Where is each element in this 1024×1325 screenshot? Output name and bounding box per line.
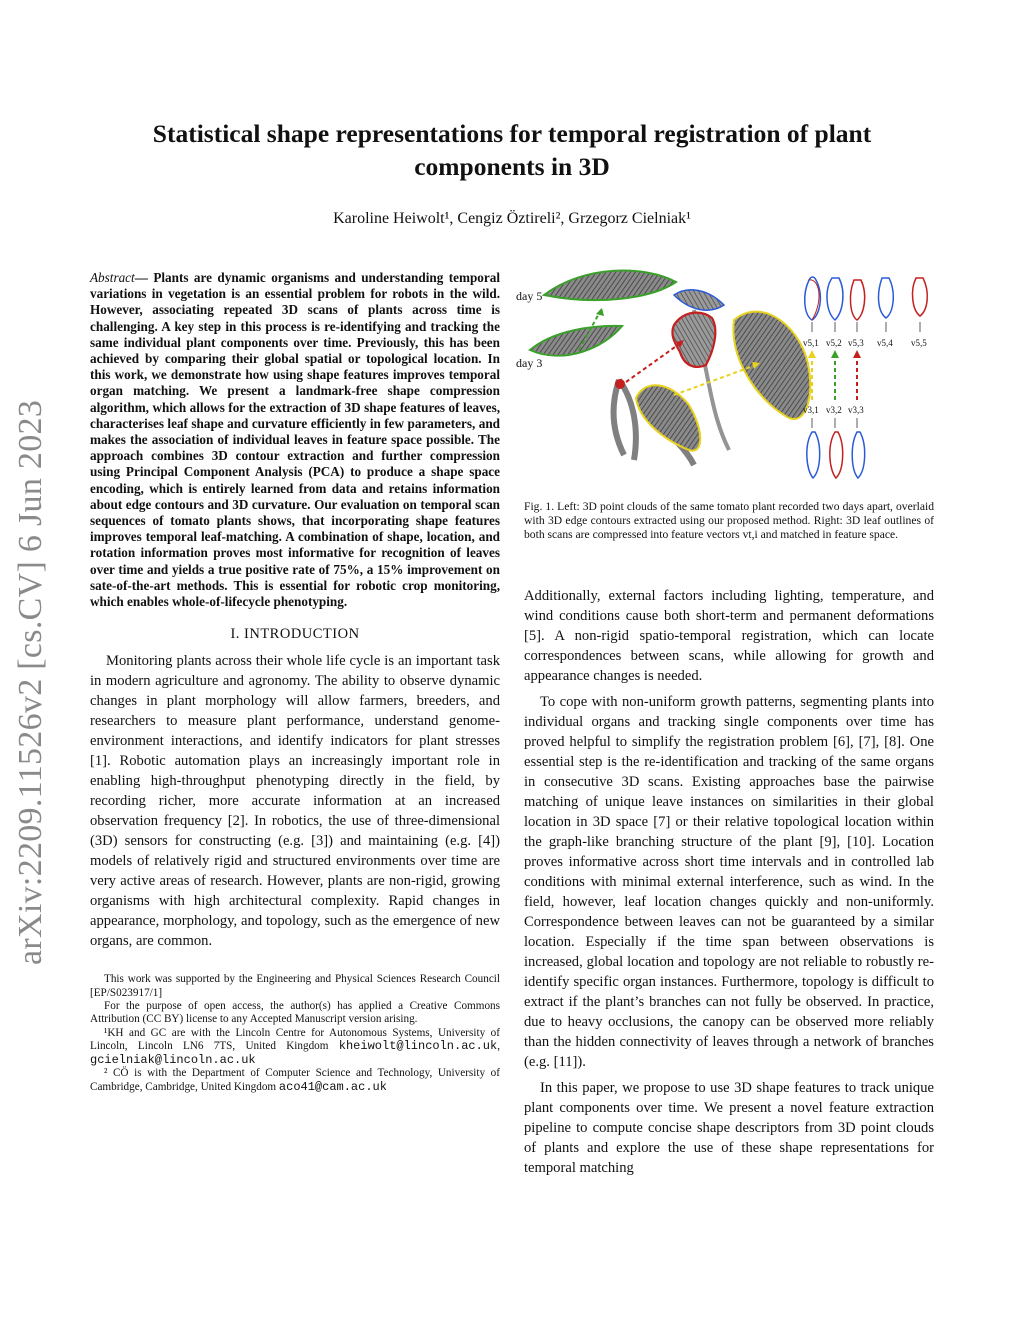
footnote-open-access: For the purpose of open access, the author(s) has applied a Creative Commons Attribution (CC BY) license to any Accepted Manuscript version arising. [90,1000,500,1026]
footnote-affiliation-cambridge-text: ² CÖ is with the Department of Computer Science and Technology, University of Cambridge, Cambridge, United Kingdom [90,1067,500,1093]
vector-labels-day3 [803,405,864,428]
right-column [516,270,934,1178]
arrow-green-head [596,308,604,316]
outline-v52 [827,278,843,320]
abstract-label: Abstract [90,270,135,285]
outline-row-day3 [807,432,865,478]
abstract-text: Plants are dynamic organisms and understanding temporal variations in vegetation is an essential problem for robots in the wild. However, associating repeated 3D scans of plants across time is challenging. A key step in this process is re-identifying and tracking the same individual plant components over time. Previously, this has been achieved by comparing their global spatial or topological location. In this work, we demonstrate how using shape features improves temporal organ matching. We present a landmark-free shape compression algorithm, which allows for the extraction of 3D shape features of leaves, characterises leaf shape and curvature efficiently in few parameters, and makes the association of individual leaves in feature space possible. The approach combines 3D contour extraction and further compression using Principal Component Analysis (PCA) to produce a shape space encoding, which is entirely learned from data and retains information about edge contours and 3D curvature. Our evaluation on temporal scan sequences of tomato plants shows, that incorporating shape features improves temporal leaf-matching. A combination of shape, location, and rotation information proves most informative for recognition of leaves over time and yields a true positive rate of 75%, a 15% improvement on sate-of-the-art methods. This is essential for robotic crop monitoring, which enables whole-of-lifecycle phenotyping. [90,270,500,610]
email-kheiwolt[interactable]: kheiwolt@lincoln.ac.uk [338,1039,498,1054]
match-arrow-green-head [831,350,839,358]
email-aco41[interactable]: aco41@cam.ac.uk [278,1079,387,1094]
leaf-day5-yellow-right [733,312,810,419]
footnote-funding: This work was supported by the Engineering and Physical Sciences Research Council [EP/S023917/1] [90,973,500,999]
outline-v53 [850,280,864,320]
vector-labels-day5 [803,322,927,348]
abstract [90,270,500,610]
outline-v54 [879,278,894,318]
figure-1-caption: Fig. 1. Left: 3D point clouds of the same tomato plant recorded two days apart, overlaid with 3D edge contours extracted using our proposed method. Right: 3D leaf outlines of both scans are compressed into feature vectors vt,i and matched in feature space. [524,500,934,541]
right-paragraph-1: Additionally, external factors including lighting, temperature, and wind conditions cause both short-term and permanent deformations [5]. A non-rigid spatio-temporal registration, which can locate correspondences between scans, while allowing for growth and appearance changes is needed. [524,588,934,684]
abstract-dash: — [134,270,148,285]
junction-red-point [615,379,625,389]
email-gcielniak[interactable]: gcielniak@lincoln.ac.uk [90,1052,256,1067]
paper-title: Statistical shape representations for temporal registration of plant components in 3D [152,119,872,181]
vector-label-v32: v3,2 [826,405,842,415]
outline-v32 [830,432,843,478]
match-arrow-red-head [853,350,861,358]
leaf-day5-red [672,313,715,367]
match-arrow-yellow-head [808,350,816,358]
footnote-affiliation-lincoln-text: ¹KH and GC are with the Lincoln Centre for Autonomous Systems, University of Lincoln, Lincoln LN6 7TS, United Kingdom [90,1026,500,1053]
leaf-day3-1 [530,326,622,356]
vector-label-v51: v5,1 [803,338,819,348]
intro-paragraph-1: Monitoring plants across their whole life cycle is an important task in modern agriculture and agronomy. The ability to observe dynamic changes in plant morphology will allow farmers, breeders, and researchers to measure plant performance, understand genome-environment interactions, and identify indicators for plant stresses [1]. Robotic automation plays an increasingly important role in enabling high-throughput phenotyping directly in the field, by recording richer, more accurate information at an increased observation frequency [2]. In robotics, the use of three-dimensional (3D) sensors for constructing (e.g. [3]) and maintaining (e.g. [4]) models of relatively rigid and structured environments over time are very active areas of research. However, plants are non-rigid, growing organisms with high architectural complexity. Rapid changes in appearance, morphology, and topology, such as the emergence of new organs, are common. [90,653,500,950]
section-heading-introduction: I. INTRODUCTION [230,626,360,643]
footnote-affiliation-lincoln: ¹KH and GC are with the Lincoln Centre for Autonomous Systems, University of Lincoln, Lincoln LN6 7TS, United Kingdom kheiwolt@lincoln.ac.uk, gcielniak@lincoln.ac.uk [90,1026,501,1067]
leaf-day5-1 [544,271,676,301]
footnotes [90,973,500,1094]
figure-1 [516,270,934,492]
right-paragraph-2: To cope with non-uniform growth patterns, segmenting plants into individual organs and tracking single components over time has proved helpful to simplify the registration problem [6], [7], [8]. One essential step is the re-identification and tracking of the same organs in consecutive 3D scans. Existing approaches base the pairwise matching of unique leave instances on similarities in their global location in 3D space [7] or their relative topological location within the graph-like branching structure of the plant [9], [10]. Location proves informative across short time intervals and in controlled lab conditions with minimal external interference, such as wind. In the field, however, leaf location changes quickly and non-uniformly. Correspondence between leaves can not be guaranteed by a similar location. Especially if the time span between observations is increased, global location and topology are not reliable to robustly re-identify specific organ instances. Furthermore, topology is difficult to extract if the plant’s branches can not fully be observed. In practice, due to heavy occlusions, the canopy can be observed more reliably than the hidden connectivity of leaves through a network of branches (e.g. [11]). [524,694,934,1070]
author-list: Karoline Heiwolt¹, Cengiz Öztireli², Grzegorz Cielniak¹ [333,210,691,227]
vector-label-v52: v5,2 [826,338,842,348]
vector-label-v55: v5,5 [911,338,927,348]
vector-label-v33: v3,3 [848,405,864,415]
vector-label-v53: v5,3 [848,338,864,348]
leaf-day5-blue [674,290,724,310]
arrow-red [626,342,682,382]
footnote-affiliation-cambridge [90,1067,500,1094]
leaf-day3-yellow [636,385,700,450]
right-paragraph-3: In this paper, we propose to use 3D shape features to track unique plant components over time. We present a novel feature extraction pipeline to compute concise shape descriptors from 3D point clouds of plants and explore the use of these shape representations for temporal matching [524,1080,934,1176]
left-column [90,270,500,1094]
outline-v31 [807,432,820,478]
figure-label-day5: day 5 [516,289,543,303]
vector-label-v31: v3,1 [803,405,819,415]
outline-v51 [805,277,821,320]
figure-label-day3: day 3 [516,356,543,370]
outline-v55 [913,278,928,316]
outline-row-day5 [805,277,928,320]
vector-label-v54: v5,4 [877,338,893,348]
arxiv-watermark [6,365,49,965]
figure-1-illustration [516,270,934,492]
outline-v33 [852,432,864,478]
arxiv-id: arXiv:2209.11526v2 [cs.CV] 6 Jun 2023 [12,399,49,965]
